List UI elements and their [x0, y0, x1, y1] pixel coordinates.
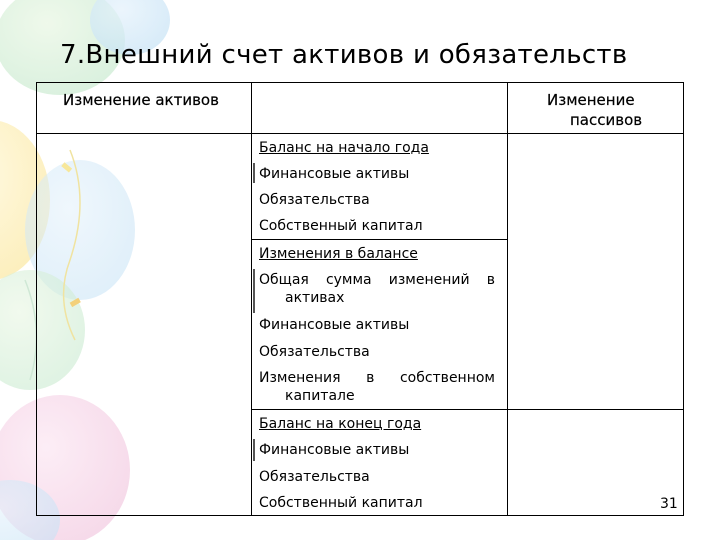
- header-liability-changes-line2: пассивов: [570, 111, 643, 129]
- list-item-equity-changes: [259, 369, 495, 387]
- list-item: Обязательства: [259, 192, 370, 208]
- list-item: Финансовые активы: [259, 317, 410, 333]
- section-heading-opening-balance: Баланс на начало года: [259, 140, 429, 156]
- header-asset-changes: Изменение активов: [63, 91, 219, 109]
- list-item: Собственный капитал: [259, 218, 423, 234]
- word: в: [486, 272, 495, 288]
- section-heading-balance-changes: Изменения в балансе: [259, 246, 418, 262]
- list-item-continuation: активах: [285, 290, 345, 306]
- list-item: Финансовые активы: [259, 166, 410, 182]
- list-item: Обязательства: [259, 344, 370, 360]
- word: собственном: [399, 370, 495, 386]
- word: изменений: [388, 272, 470, 288]
- page-title: 7.Внешний счет активов и обязательств: [60, 40, 628, 70]
- header-divider: [37, 133, 683, 134]
- word: Изменения: [259, 370, 341, 386]
- row-marker: [253, 269, 255, 313]
- section-divider: [251, 409, 683, 410]
- page-number: 31: [660, 496, 678, 512]
- word: сумма: [325, 272, 372, 288]
- word: в: [366, 370, 375, 386]
- column-divider-right: [507, 83, 508, 515]
- account-table: [36, 82, 684, 516]
- header-liability-changes-line1: Изменение: [547, 91, 635, 109]
- list-item: Собственный капитал: [259, 495, 423, 511]
- list-item: Финансовые активы: [259, 442, 410, 458]
- row-marker: [253, 163, 255, 183]
- row-marker: [253, 439, 255, 461]
- column-divider-left: [251, 83, 252, 515]
- list-item-continuation: капитале: [285, 388, 355, 404]
- list-item: Обязательства: [259, 469, 370, 485]
- section-heading-closing-balance: Баланс на конец года: [259, 416, 422, 432]
- list-item-total-changes: [259, 271, 495, 289]
- word: Общая: [259, 272, 309, 288]
- section-divider: [251, 239, 507, 240]
